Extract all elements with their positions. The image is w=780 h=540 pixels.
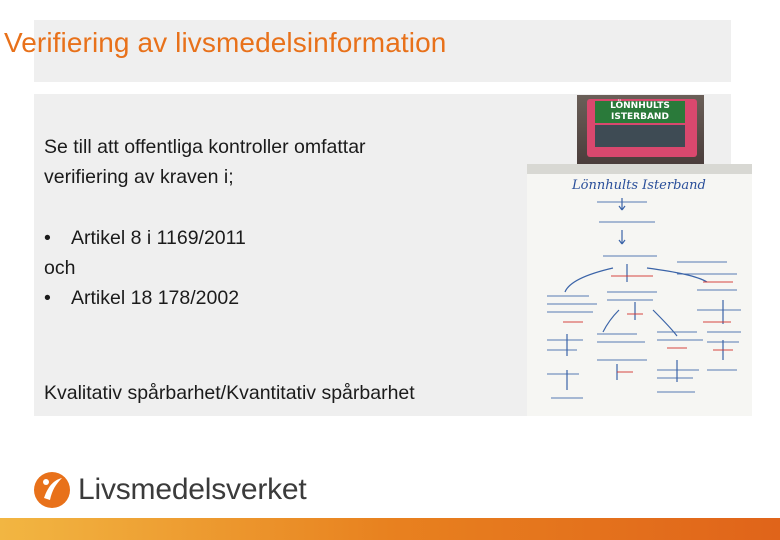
intro-line-2: verifiering av kraven i; <box>44 166 234 188</box>
bullet-item-2 <box>44 283 484 313</box>
bullet-marker: • <box>44 227 51 249</box>
slide-title: Verifiering av livsmedelsinformation <box>4 27 447 58</box>
flipchart-diagram <box>527 164 752 416</box>
flipchart-photo <box>527 164 752 416</box>
conjunction: och <box>44 257 76 279</box>
intro-line-1: Se till att offentliga kontroller omfattar <box>44 136 366 158</box>
livsmedelsverket-logo-icon <box>32 470 72 510</box>
package-window <box>595 125 685 147</box>
body-text <box>44 132 484 313</box>
package-label: LÖNNHULTS ISTERBAND <box>595 101 685 123</box>
traceability-text: Kvalitativ spårbarhet/Kvantitativ spårbarhet <box>44 382 415 404</box>
bullet-marker: • <box>44 287 51 309</box>
bullet-item-1 <box>44 223 484 253</box>
logo-text: Livsmedelsverket <box>78 473 307 506</box>
footer-bar <box>0 518 780 540</box>
bullet-text-2: Artikel 18 178/2002 <box>71 287 240 309</box>
livsmedelsverket-logo <box>32 468 307 512</box>
flipchart-title: Lönnhults Isterband <box>572 178 706 193</box>
package-photo <box>577 95 704 165</box>
bullet-text-1: Artikel 8 i 1169/2011 <box>71 227 246 249</box>
